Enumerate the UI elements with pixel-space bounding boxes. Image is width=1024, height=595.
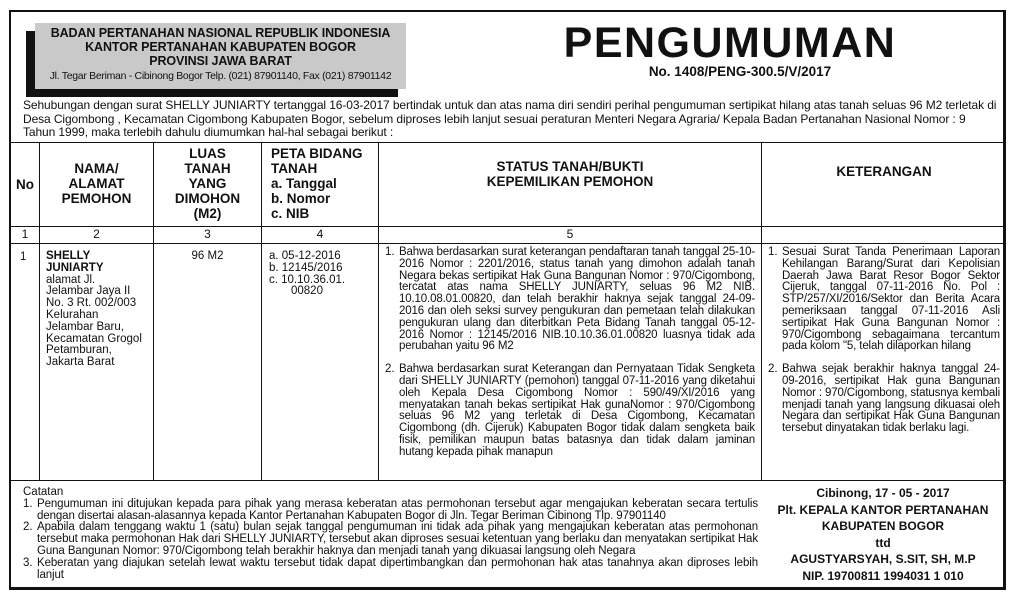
applicant-cell xyxy=(40,244,154,480)
applicant-address-line: No. 3 Rt. 002/003 xyxy=(46,297,137,310)
paragraph-number: 2. xyxy=(768,363,778,376)
applicant-address-line: alamat Jl. xyxy=(46,273,96,286)
keterangan-paragraph xyxy=(768,247,1000,353)
status-paragraph xyxy=(385,364,755,458)
signature-ttd: ttd xyxy=(875,535,891,550)
announcement-title: PENGUMUMAN xyxy=(563,19,897,67)
note-item xyxy=(23,522,758,557)
header-peta-line: PETA BIDANG xyxy=(271,146,363,161)
applicant-address-line: Jelambar Jaya II xyxy=(46,285,131,298)
signature-block xyxy=(762,485,1004,584)
note-number: 2. xyxy=(23,521,33,534)
applicant-address-line: Kecamatan Grogol xyxy=(46,332,142,345)
column-number: 2 xyxy=(40,227,154,243)
header-luas-line: DIMOHON xyxy=(174,191,241,206)
header-status-line: STATUS TANAH/BUKTI xyxy=(496,159,644,174)
applicant-address-line: Jelambar Baru, xyxy=(46,320,124,333)
header-peta-line: TANAH xyxy=(271,161,318,176)
signature-position: KABUPATEN BOGOR xyxy=(821,519,945,533)
note-text: Apabila dalam tenggang waktu 1 (satu) bulan sejak tanggal pengumuman ini tidak ada pihak yang mengajukan keberatan atas permohonan tersebut maka permohonan Hak dari SHELLY JUNIARTY, tersebut akan diproses sesuai ketentuan yang berlaku dan menyatakan sertipikat Hak Guna Bangunan Nomor: 970/Cigombong telah berakhir haknya dan menjadi tanah yang dikuasai langsung oleh Negara xyxy=(37,521,758,557)
header-luas xyxy=(154,143,262,226)
status-paragraph xyxy=(385,247,755,353)
announcement-table xyxy=(11,142,1006,481)
header-nama-line: ALAMAT xyxy=(68,176,125,191)
agency-address: Jl. Tegar Beriman - Cibinong Bogor Telp. (021) 87901140, Fax (021) 87901142 xyxy=(49,70,392,82)
applicant-address-line: Kelurahan xyxy=(46,308,99,321)
header-luas-line: LUAS xyxy=(189,146,226,161)
paragraph-number: 2. xyxy=(385,363,395,376)
announcement-number: No. 1408/PENG-300.5/V/2017 xyxy=(648,64,832,79)
map-number: b. 12145/2016 xyxy=(269,261,343,274)
applicant-address-line: Jakarta Barat xyxy=(46,356,115,369)
notes-section xyxy=(23,487,758,581)
header-peta-line: a. Tanggal xyxy=(271,176,337,191)
column-number: 5 xyxy=(379,227,762,243)
header-nama xyxy=(40,143,154,226)
note-number: 3. xyxy=(23,556,33,569)
applicant-address-line: Petamburan, xyxy=(46,344,112,357)
map-nib-continued: 00820 xyxy=(291,285,323,298)
header-luas-line: TANAH xyxy=(184,161,231,176)
header-status xyxy=(379,143,762,226)
note-text: Pengumuman ini ditujukan kepada para pihak yang merasa keberatan atas permohonan tersebut agar mengajukan keberatan secara tertulis dengan disertai alasan-alasannya kepada Kantor Pertanahan Kabupaten Bogor di Jln. Tegar Beriman Cibinong Tlp. 97901140 xyxy=(37,497,758,522)
office-name: KANTOR PERTANAHAN KABUPATEN BOGOR xyxy=(85,40,356,54)
table-header-row xyxy=(11,143,1006,227)
agency-header xyxy=(35,23,406,89)
paragraph-number: 1. xyxy=(385,246,395,258)
header-status-line: KEPEMILIKAN PEMOHON xyxy=(486,174,654,189)
column-number: 4 xyxy=(262,227,379,243)
note-number: 1. xyxy=(23,497,33,510)
column-number: 3 xyxy=(154,227,262,243)
province-name: PROVINSI JAWA BARAT xyxy=(149,54,292,68)
signatory-name: AGUSTYARSYAH, S.SIT, SH, M.P xyxy=(790,552,976,566)
notes-heading: Catatan xyxy=(23,486,64,498)
column-number: 1 xyxy=(11,227,40,243)
paragraph-text: Bahwa berdasarkan surat Keterangan dan Pernyataan Tidak Sengketa dari SHELLY JUNIARTY (pemohon) tanggal 07-11-2016 yang diketahui oleh Kepala Desa Cigombong Nomor : 590/49/XI/2016 yang menyatakan tanah bekas sertipikat Hak gunaNomor : 970/Cigombong seluas 96 M2 yang terletak di Desa Cigombong, Kecamatan Cigombong (dh. Cijeruk) Kabupaten Bogor tidak dalam sengketa baik fisik, pemilikan maupun batas batasnya dan tidak dalam jaminan hutang kepada pihak manapun xyxy=(399,363,755,458)
note-text: Keberatan yang diajukan setelah lewat waktu tersebut tidak dapat dipertimbangkan dan permohonan hak atas tanahnya akan diproses lebih lanjut xyxy=(37,556,758,581)
note-item xyxy=(23,499,758,523)
signatory-nip: NIP. 19700811 1994031 1 010 xyxy=(802,568,964,583)
column-number xyxy=(762,227,1006,243)
applicant-name: SHELLY xyxy=(46,250,91,262)
header-luas-line: (M2) xyxy=(193,206,222,221)
header-nama-line: NAMA/ xyxy=(74,161,119,176)
applicant-name: JUNIARTY xyxy=(46,261,104,274)
agency-name: BADAN PERTANAHAN NASIONAL REPUBLIK INDONESIA xyxy=(50,26,391,40)
paragraph-text: Bahwa sejak berakhir haknya tanggal 24-09-2016, sertipikat Hak guna Bangunan Nomor : 970/Cigombong, statusnya kembali menjadi tanah yang langsung dikuasai oleh Negara dan sertipikat Hak Guna Bangunan tersebut dinyatakan tidak berlaku lagi. xyxy=(782,363,1000,435)
header-peta xyxy=(262,143,379,226)
paragraph-text: Bahwa berdasarkan surat keterangan pendaftaran tanah tanggal 25-10-2016 Nomor : 2201/2016, status tanah yang dimohon adalah tanah Negara bekas sertipikat Hak Guna Bangunan Nomor : 970/Cigombong, tercatat atas nama SHELLY JUNIARTY, seluas 96 M2 NIB. 10.10.08.01.00820, dan telah berakhir haknya sejak tanggal 24-09-2016 dan oleh seksi survey pengukuran dan pemetaan telah dilakukan pengukuran ulang dan diterbitkan Peta Bidang Tanah tanggal 05-12-2016 Nomor : 12145/2016 NIB.10.10.36.01.00820 luasnya tidak ada perubahan yaitu 96 M2 xyxy=(399,246,755,353)
header-peta-line: b. Nomor xyxy=(271,191,331,206)
header-peta-line: c. NIB xyxy=(271,206,310,221)
table-row xyxy=(11,244,1006,481)
land-area: 96 M2 xyxy=(154,244,262,480)
map-nib: c. 10.10.36.01. xyxy=(269,273,346,286)
header-nama-line: PEMOHON xyxy=(61,191,132,206)
signature-position: Plt. KEPALA KANTOR PERTANAHAN xyxy=(777,502,989,517)
map-date: a. 05-12-2016 xyxy=(269,250,341,262)
header-luas-line: YANG xyxy=(188,176,227,191)
header-no: No xyxy=(11,143,40,226)
intro-paragraph: Sehubungan dengan surat SHELLY JUNIARTY tertanggal 16-03-2017 bertindak untuk dan atas nama diri sendiri perihal pengumuman sertipikat hilang atas tanah seluas 96 M2 terletak di Desa Cigombong , Kecamatan Cigombong Kabupaten Bogor, sebelum diproses lebih lanjut sesuai peraturan Menteri Negara Agraria/ Kepala Badan Pertanahan Nasional Nomor : 9 Tahun 1999, maka terlebih dahulu diumumkan hal-hal sebagai berikut : xyxy=(23,98,997,139)
note-item xyxy=(23,558,758,582)
status-cell xyxy=(379,244,762,480)
keterangan-paragraph xyxy=(768,364,1000,435)
keterangan-cell xyxy=(762,244,1006,480)
land-map-cell xyxy=(262,244,379,480)
row-number: 1 xyxy=(11,244,40,480)
signature-place-date: Cibinong, 17 - 05 - 2017 xyxy=(816,486,950,500)
paragraph-text: Sesuai Surat Tanda Penerimaan Laporan Kehilangan Barang/Surat dari Kepolisian Daerah Jawa Barat Resor Bogor Sektor Cijeruk, tanggal 07-11-2016 No. Pol : STP/257/XI/2016/Sektor dan Berita Acara pemeriksaan tanggal 07-11-2016 Asli sertipikat Hak Guna Bangunan Nomor : 970/Cigombong sebagaimana tercantum pada kolom "5, telah dilaporkan hilang xyxy=(782,246,1000,353)
column-number-row xyxy=(11,227,1006,244)
paragraph-number: 1. xyxy=(768,246,778,258)
header-keterangan: KETERANGAN xyxy=(836,164,932,179)
